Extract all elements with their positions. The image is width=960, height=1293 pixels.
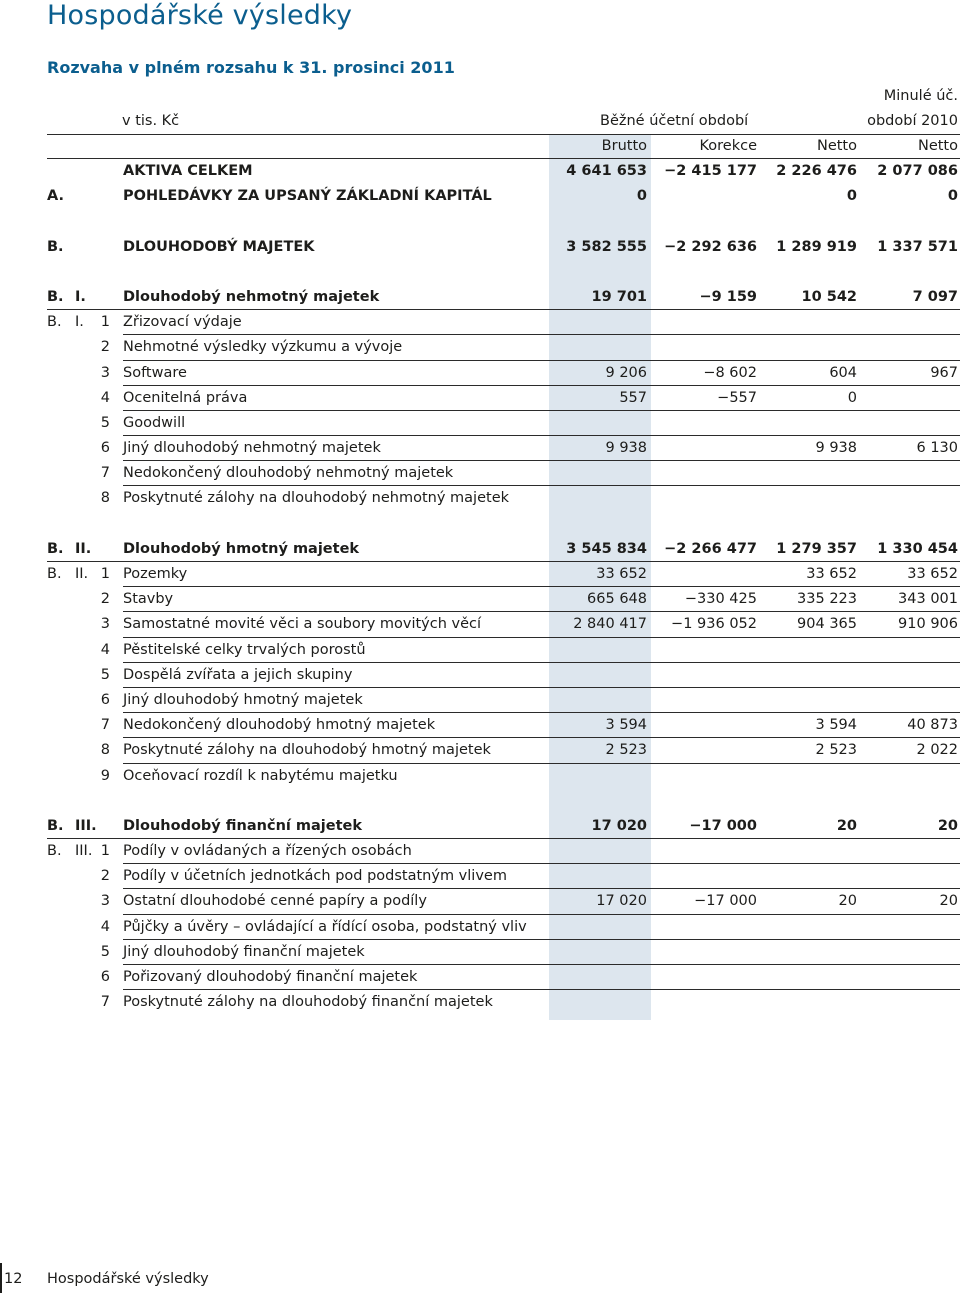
value-korekce: −17 000 [694,893,757,910]
row-label: AKTIVA CELKEM [123,163,253,179]
row-label: Zřizovací výdaje [123,314,242,331]
page-number: 12 [4,1271,23,1287]
row-label: Poskytnuté zálohy na dlouhodobý nehmotný majetek [123,490,510,507]
table-row [0,562,960,587]
value-korekce: −8 602 [703,364,757,381]
row-label: Pořizovaný dlouhodobý finanční majetek [123,969,418,985]
table-row [0,638,960,663]
row-label: Goodwill [123,414,186,431]
value-netto-prev: 1 330 454 [877,540,958,557]
row-code-group: B. [47,314,62,331]
row-label: Ostatní dlouhodobé cenné papíry a podíly [123,893,427,910]
value-netto-prev: 40 873 [907,717,958,734]
value-netto: 1 289 919 [776,238,857,255]
value-korekce: −2 292 636 [664,238,757,255]
footer-marker [0,1263,2,1293]
row-item-number: 7 [100,465,110,482]
value-netto: 904 365 [797,616,857,633]
row-code-group: B. [47,843,62,860]
row-item-number: 1 [100,566,110,582]
value-netto: 9 938 [815,440,857,457]
row-item-number: 4 [100,641,110,658]
row-item-number: 3 [100,893,110,910]
table-row [0,159,960,184]
value-brutto: 33 652 [596,566,647,582]
value-brutto: 665 648 [587,591,647,608]
value-brutto: 17 020 [591,817,647,834]
row-item-number: 3 [100,616,110,633]
table-row [0,285,960,310]
row-item-number: 1 [100,314,110,331]
value-netto: 0 [846,188,857,205]
table-row [0,361,960,386]
row-label: Půjčky a úvěry – ovládající a řídící osoba, podstatný vliv [123,918,527,935]
row-item-number: 7 [100,717,110,734]
row-label: Dlouhodobý finanční majetek [123,817,363,834]
value-brutto: 3 582 555 [566,238,647,255]
value-brutto: 2 840 417 [573,616,647,633]
value-netto: 33 652 [806,566,857,582]
value-brutto: 9 206 [605,364,647,381]
row-code-subgroup: II. [75,566,89,582]
value-netto-prev: 33 652 [907,566,958,582]
row-code-subgroup: I. [75,288,86,305]
row-item-number: 6 [100,440,110,457]
header-divider-top [47,134,960,135]
value-netto-prev: 967 [930,364,958,381]
table-row [0,764,960,789]
row-code-group: B. [47,238,64,255]
value-netto-prev: 0 [947,188,958,205]
row-label: Nedokončený dlouhodobý nehmotný majetek [123,465,454,482]
table-row [0,436,960,461]
table-row [0,537,960,562]
value-netto-prev: 7 097 [912,288,958,305]
row-label: Dospělá zvířata a jejich skupiny [123,666,353,683]
value-netto-prev: 1 337 571 [877,238,958,255]
value-brutto: 9 938 [605,440,647,457]
value-netto: 20 [838,893,857,910]
table-row [0,411,960,436]
row-item-number: 6 [100,969,110,985]
row-code-group: B. [47,540,64,557]
row-label: Jiný dlouhodobý hmotný majetek [123,691,363,708]
row-item-number: 1 [100,843,110,860]
row-label: Nehmotné výsledky výzkumu a vývoje [123,339,403,356]
row-code-group: B. [47,817,64,834]
row-code-subgroup: III. [75,843,93,860]
row-label: Poskytnuté zálohy na dlouhodobý finanční majetek [123,994,493,1011]
header-current-period: Běžné účetní období [600,113,749,129]
spacer-row [0,209,960,234]
value-netto: 3 594 [815,717,857,734]
row-code-group: A. [47,188,64,205]
header-prev-period-line1: Minulé úč. [883,88,958,104]
page-title: Hospodářské výsledky [47,0,353,31]
table-row [0,486,960,511]
row-label: Dlouhodobý nehmotný majetek [123,288,380,305]
spacer-row [0,512,960,537]
value-brutto: 19 701 [591,288,647,305]
row-label: Podíly v ovládaných a řízených osobách [123,843,412,860]
table-row [0,184,960,209]
table-row [0,940,960,965]
row-label: Software [123,364,187,381]
value-netto-prev: 20 [937,817,958,834]
row-item-number: 8 [100,742,110,759]
value-brutto: 3 594 [605,717,647,734]
table-row [0,839,960,864]
row-code-group: B. [47,288,64,305]
value-netto-prev: 343 001 [898,591,958,608]
spacer-row [0,260,960,285]
value-brutto: 0 [636,188,647,205]
value-korekce: −330 425 [684,591,757,608]
row-code-subgroup: III. [75,817,97,834]
table-row [0,915,960,940]
row-label: Nedokončený dlouhodobý hmotný majetek [123,717,436,734]
value-netto: 335 223 [797,591,857,608]
value-brutto: 3 545 834 [566,540,647,557]
value-netto-prev: 2 077 086 [877,163,958,179]
header-prev-period-line2: období 2010 [867,113,958,129]
value-netto: 2 226 476 [776,163,857,179]
value-netto-prev: 910 906 [898,616,958,633]
header-col-brutto: Brutto [601,138,647,154]
row-item-number: 5 [100,943,110,960]
value-netto-prev: 2 022 [916,742,958,759]
value-korekce: −557 [717,389,757,406]
row-label: Poskytnuté zálohy na dlouhodobý hmotný majetek [123,742,491,759]
table-row [0,612,960,637]
table-row [0,990,960,1015]
spacer-row [0,789,960,814]
value-korekce: −9 159 [699,288,757,305]
value-netto: 2 523 [815,742,857,759]
table-row [0,713,960,738]
value-netto: 20 [836,817,857,834]
row-item-number: 2 [100,339,110,356]
row-item-number: 8 [100,490,110,507]
value-brutto: 2 523 [605,742,647,759]
row-label: Stavby [123,591,174,608]
table-subtitle: Rozvaha v plném rozsahu k 31. prosinci 2011 [47,58,455,77]
value-brutto: 17 020 [596,893,647,910]
row-code-subgroup: I. [75,314,84,331]
table-row [0,235,960,260]
header-col-netto-prev: Netto [917,138,958,154]
value-korekce: −17 000 [689,817,757,834]
row-item-number: 4 [100,918,110,935]
row-label: Jiný dlouhodobý nehmotný majetek [123,440,381,457]
row-label: Jiný dlouhodobý finanční majetek [123,943,365,960]
row-label: Oceňovací rozdíl k nabytému majetku [123,767,398,784]
footer-section-title: Hospodářské výsledky [47,1271,209,1287]
table-row [0,864,960,889]
table-row [0,814,960,839]
table-row [0,310,960,335]
row-item-number: 9 [100,767,110,784]
row-item-number: 5 [100,414,110,431]
table-row [0,688,960,713]
balance-sheet-table [0,159,960,1015]
row-label: Ocenitelná práva [123,389,248,406]
header-col-netto: Netto [816,138,857,154]
row-label: POHLEDÁVKY ZA UPSANÝ ZÁKLADNÍ KAPITÁL [123,188,492,205]
table-row [0,889,960,914]
value-netto-prev: 20 [939,893,958,910]
value-netto: 604 [829,364,857,381]
value-netto: 10 542 [801,288,857,305]
value-netto-prev: 6 130 [916,440,958,457]
value-brutto: 4 641 653 [566,163,647,179]
row-label: Pozemky [123,566,188,582]
row-label: Samostatné movité věci a soubory movitých věcí [123,616,482,633]
table-row [0,386,960,411]
table-row [0,663,960,688]
row-item-number: 2 [100,868,110,885]
value-netto: 1 279 357 [776,540,857,557]
value-brutto: 557 [619,389,647,406]
row-item-number: 5 [100,666,110,683]
row-code-subgroup: II. [75,540,92,557]
table-row [0,587,960,612]
value-korekce: −2 266 477 [664,540,757,557]
table-row [0,461,960,486]
row-item-number: 7 [100,994,110,1011]
table-row [0,738,960,763]
row-code-group: B. [47,566,62,582]
row-item-number: 4 [100,389,110,406]
header-col-korekce: Korekce [699,138,757,154]
value-korekce: −2 415 177 [664,163,757,179]
row-label: Pěstitelské celky trvalých porostů [123,641,366,658]
row-item-number: 6 [100,691,110,708]
row-label: Podíly v účetních jednotkách pod podstatným vlivem [123,868,507,885]
header-unit: v tis. Kč [122,113,180,129]
table-row [0,965,960,990]
value-korekce: −1 936 052 [671,616,757,633]
table-row [0,335,960,360]
row-item-number: 3 [100,364,110,381]
row-label: DLOUHODOBÝ MAJETEK [123,238,315,255]
row-label: Dlouhodobý hmotný majetek [123,540,360,557]
row-item-number: 2 [100,591,110,608]
value-netto: 0 [847,389,857,406]
